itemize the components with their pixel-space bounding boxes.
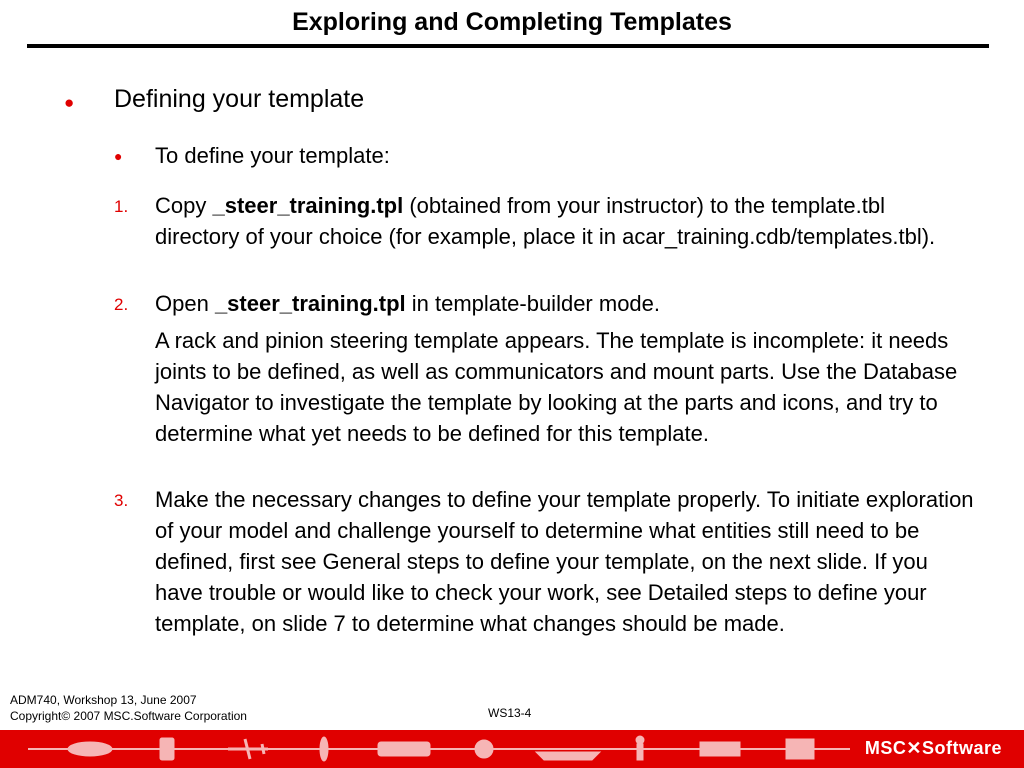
step-1-filename: _steer_training.tpl — [212, 193, 404, 218]
step-1-text — [155, 190, 975, 252]
step-2-post: in template-builder mode. — [405, 291, 661, 316]
bullet-dot-icon: ● — [64, 93, 75, 112]
person-icon — [636, 736, 644, 744]
airplane-icon — [228, 739, 268, 759]
gear-icon — [475, 740, 493, 758]
train-icon — [378, 742, 430, 756]
step-2-filename: _steer_training.tpl — [214, 291, 406, 316]
step-1-pre: Copy — [155, 193, 213, 218]
msc-software-logo: MSC✕Software — [864, 738, 1002, 758]
footer-copyright: Copyright© 2007 MSC.Software Corporation — [10, 709, 247, 723]
step-2-text — [155, 288, 975, 319]
step-number: 2. — [114, 295, 129, 314]
footer-brand-bar — [0, 730, 1024, 768]
bullet-dot-icon: ● — [114, 148, 123, 164]
bullet-level2: To define your template: — [155, 143, 390, 168]
ship-icon — [536, 752, 600, 760]
slide-title: Exploring and Completing Templates — [292, 8, 732, 36]
footer-workshop: ADM740, Workshop 13, June 2007 — [10, 693, 197, 707]
bullet-level1: Defining your template — [114, 85, 365, 113]
title-divider — [27, 44, 989, 48]
step-number: 3. — [114, 491, 129, 510]
step-number: 1. — [114, 197, 129, 216]
car-icon — [68, 742, 112, 756]
page-number: WS13-4 — [488, 706, 532, 720]
truck-icon — [700, 742, 740, 756]
step-3-text: Make the necessary changes to define your template properly. To initiate exploration of your model and challenge yourself to determine what entities still need to be defined, first see General steps to define your template, on the next slide. If you have trouble or would like to check your work, see Detailed steps to define your template, on slide 7 to determine what changes should be made. — [155, 487, 974, 636]
step-1-post: (obtained from your instructor) to the template.tbl directory of your choice (for example, place it in acar_training.cdb/templates.tbl). — [155, 193, 936, 249]
transport-icons-strip — [0, 730, 860, 768]
step-2-pre: Open — [155, 291, 215, 316]
tank-icon — [160, 738, 174, 760]
rocket-icon — [320, 737, 328, 761]
footer-credits — [10, 692, 247, 724]
building-icon — [786, 739, 814, 759]
step-2-note: A rack and pinion steering template appears. The template is incomplete: it needs joints to be defined, as well as communicators and mount parts. Use the Database Navigator to investigate the template by looking at the parts and icons, and try to determine what yet needs to be defined for this template. — [155, 328, 958, 446]
